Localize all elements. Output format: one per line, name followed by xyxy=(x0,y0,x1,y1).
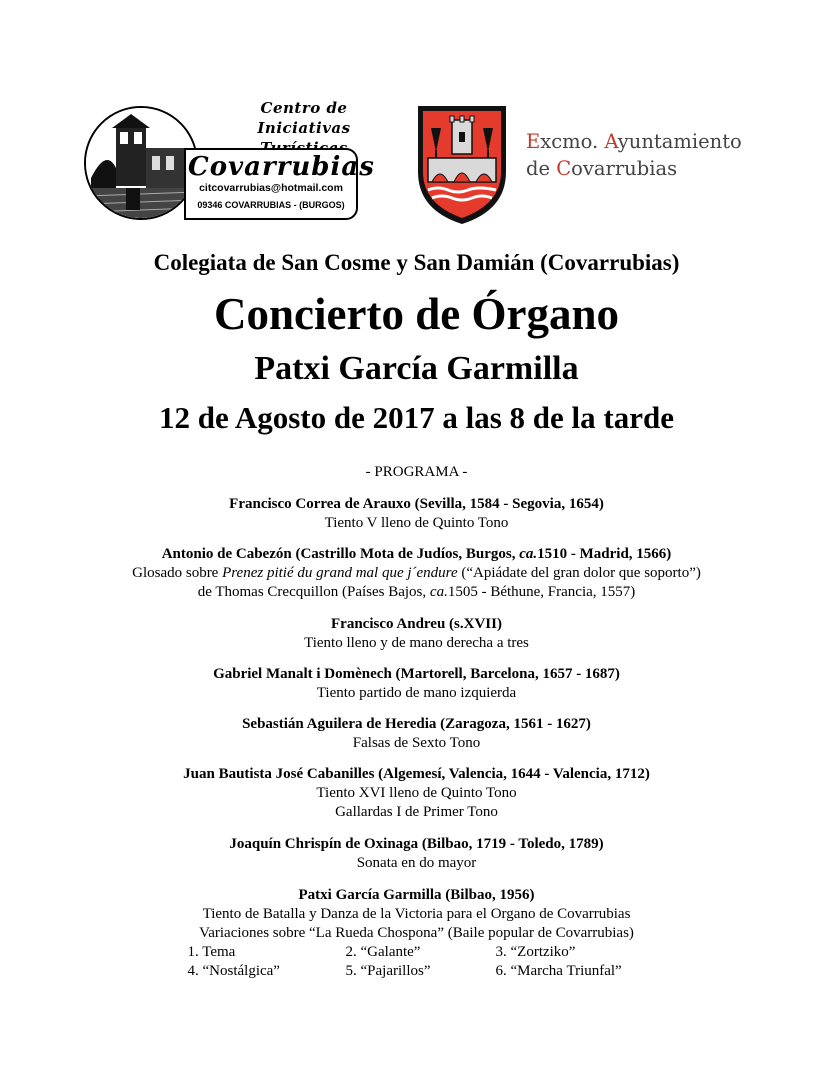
program-composer: Francisco Andreu (s.XVII) xyxy=(331,616,502,632)
program-work: Tiento de Batalla y Danza de la Victoria para el Organo de Covarrubias xyxy=(202,906,631,922)
program-item-oxinaga xyxy=(0,835,833,873)
cit-email: citcovarrubias@hotmail.com xyxy=(199,182,343,194)
program-item-manalt xyxy=(0,665,833,703)
composer-text: 1510 - Madrid, 1566) xyxy=(537,546,672,562)
composer-text: Antonio de Cabezón (Castrillo Mota de Judíos, Burgos, xyxy=(161,546,520,562)
program-work: Falsas de Sexto Tono xyxy=(352,735,481,751)
cit-name: Covarrubias xyxy=(188,152,375,182)
program-composer: Joaquín Chrispín de Oxinaga (Bilbao, 1719 - Toledo, 1789) xyxy=(229,836,604,852)
cit-address: 09346 COVARRUBIAS - (BURGOS) xyxy=(197,200,345,210)
movement-item: 3. “Zortziko” xyxy=(495,944,576,960)
movements-row xyxy=(0,962,833,981)
program-item-cabezon xyxy=(0,545,833,602)
ayto-text-yuntamiento: yuntamiento xyxy=(617,130,742,153)
ayuntamiento-line1 xyxy=(526,128,742,155)
program-composer: Juan Bautista José Cabanilles (Algemesí, Valencia, 1644 - Valencia, 1712) xyxy=(183,766,650,782)
ayto-initial-e: E xyxy=(526,130,541,153)
circa-abbrev: ca. xyxy=(429,584,448,600)
movement-item: 5. “Pajarillos” xyxy=(345,963,431,979)
program-work: Variaciones sobre “La Rueda Chospona” (Baile popular de Covarrubias) xyxy=(199,925,634,941)
programa-label: - PROGRAMA - xyxy=(365,464,468,480)
work-text: 1505 - Béthune, Francia, 1557) xyxy=(447,584,636,600)
ayto-text-de: de xyxy=(526,157,557,180)
program-item-cabanilles xyxy=(0,765,833,822)
program-item-aguilera xyxy=(0,715,833,753)
work-text: Glosado sobre xyxy=(132,565,223,581)
church-illustration xyxy=(84,106,198,220)
ayto-text-ovarrubias: ovarrubias xyxy=(571,157,678,180)
movement-item: 6. “Marcha Triunfal” xyxy=(495,963,622,979)
program-composer: Gabriel Manalt i Domènech (Martorell, Barcelona, 1657 - 1687) xyxy=(213,666,620,682)
ayuntamiento-name xyxy=(526,128,742,182)
movements-row xyxy=(0,943,833,962)
program-item-correa xyxy=(0,495,833,533)
program-item-andreu xyxy=(0,615,833,653)
cit-title-line1: Centro de Iniciativas xyxy=(257,99,351,137)
program-work: Sonata en do mayor xyxy=(356,855,477,871)
program-item-garcia-garmilla xyxy=(0,886,833,981)
work-text: (“Apiádate del gran dolor que soporto”) xyxy=(457,565,701,581)
performer-name: Patxi García Garmilla xyxy=(254,350,579,387)
movement-item: 4. “Nostálgica” xyxy=(187,963,280,979)
program-composer: Sebastián Aguilera de Heredia (Zaragoza, 1561 - 1627) xyxy=(242,716,591,732)
work-text: de Thomas Crecquillon (Países Bajos, xyxy=(197,584,430,600)
venue-heading: Colegiata de San Cosme y San Damián (Covarrubias) xyxy=(153,250,680,275)
church-drawing-icon xyxy=(86,108,196,218)
program-work: Tiento XVI lleno de Quinto Tono xyxy=(316,785,517,801)
program-work xyxy=(0,564,833,583)
ayuntamiento-logo xyxy=(414,102,774,227)
program-work: Tiento V lleno de Quinto Tono xyxy=(324,515,509,531)
ayto-initial-a: A xyxy=(604,130,618,153)
program-work xyxy=(0,583,833,602)
ayuntamiento-line2 xyxy=(526,155,742,182)
movement-item: 1. Tema xyxy=(187,944,236,960)
cit-logo xyxy=(84,98,375,220)
work-title-italic: Prenez pitié du grand mal que j´endure xyxy=(222,565,458,581)
program-work: Tiento lleno y de mano derecha a tres xyxy=(304,635,529,651)
circa-abbrev: ca. xyxy=(519,546,538,562)
movement-item: 2. “Galante” xyxy=(345,944,421,960)
program-composer: Patxi García Garmilla (Bilbao, 1956) xyxy=(298,887,535,903)
program-composer: Francisco Correa de Arauxo (Sevilla, 1584 - Segovia, 1654) xyxy=(229,496,604,512)
ayto-text-xcmo: xcmo. xyxy=(540,130,605,153)
program-composer xyxy=(0,545,833,564)
coat-of-arms-icon xyxy=(414,102,510,226)
event-date: 12 de Agosto de 2017 a las 8 de la tarde xyxy=(159,400,674,435)
cit-name-box xyxy=(184,148,375,220)
concert-title: Concierto de Órgano xyxy=(214,289,619,339)
program-work: Tiento partido de mano izquierda xyxy=(316,685,517,701)
program-work: Gallardas I de Primer Tono xyxy=(335,804,498,820)
ayto-initial-c: C xyxy=(556,157,572,180)
